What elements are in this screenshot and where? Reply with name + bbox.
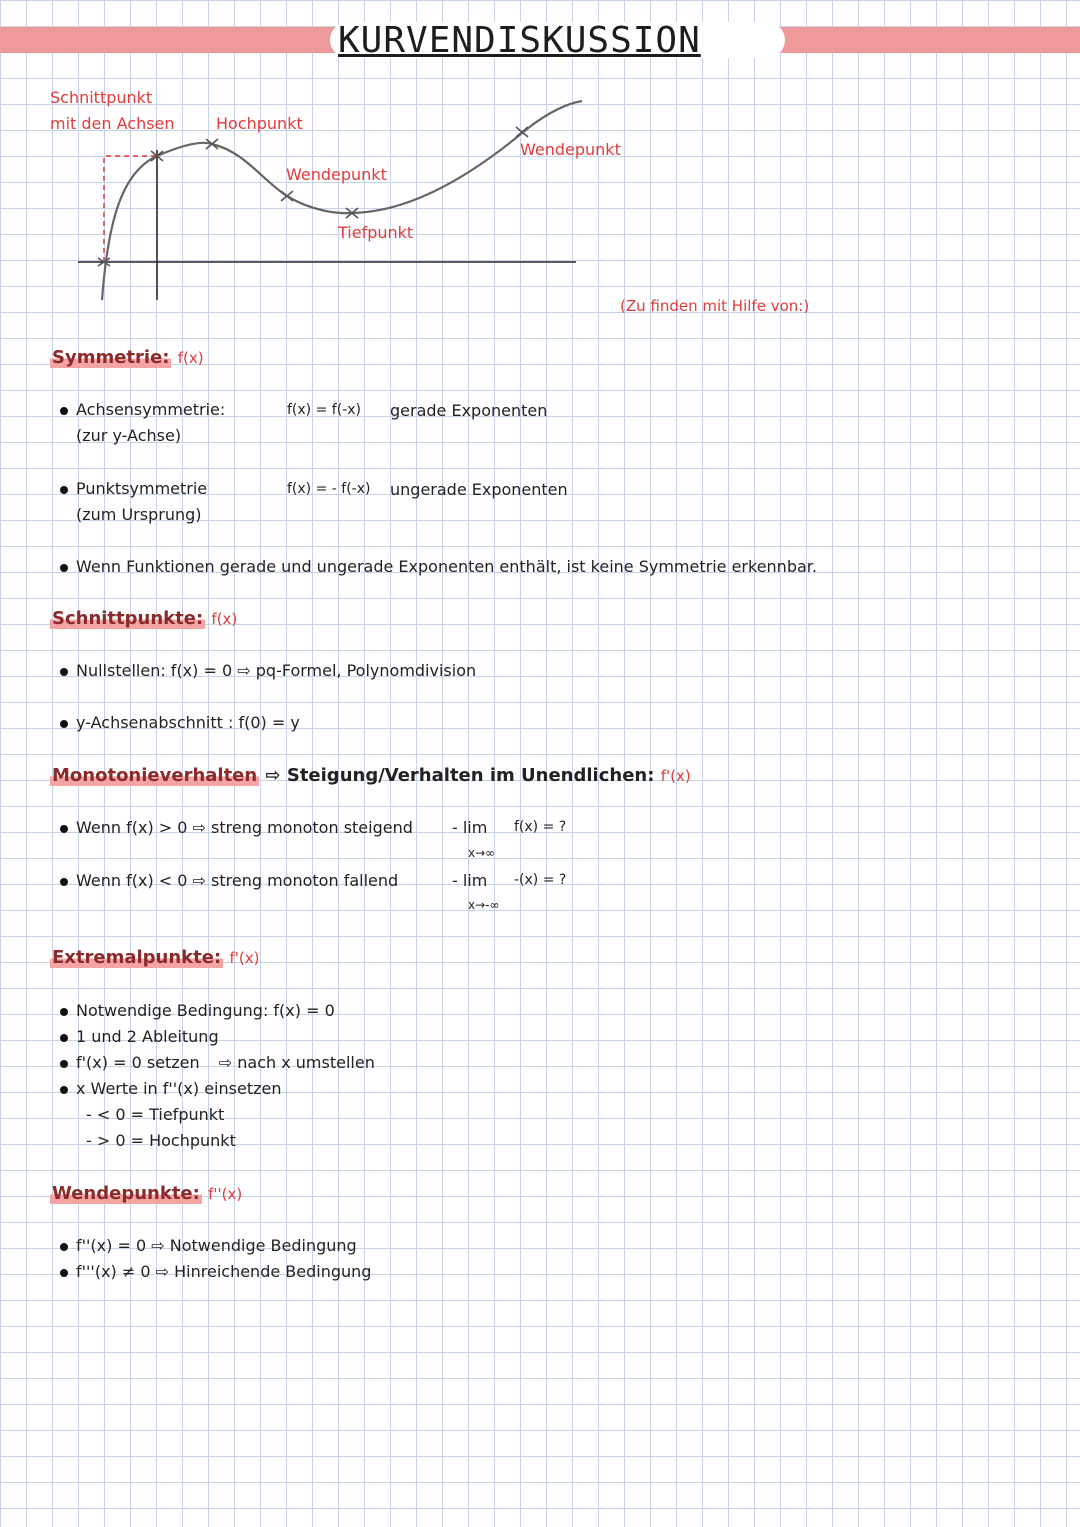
item-label: f''(x) = 0 bbox=[76, 1236, 147, 1255]
heading-function: f'(x) bbox=[229, 949, 260, 967]
section-heading-extremalpunkte bbox=[50, 947, 259, 968]
limit-expression: - lim bbox=[452, 818, 488, 837]
item-label: x Werte in f''(x) einsetzen bbox=[76, 1079, 282, 1098]
section-heading-monotonie bbox=[50, 765, 691, 786]
formula-description: ungerade Exponenten bbox=[390, 480, 568, 499]
item-label: Wenn f(x) < 0 bbox=[76, 871, 188, 890]
bullet-dot-icon bbox=[60, 720, 68, 728]
item-result: Notwendige Bedingung bbox=[169, 1236, 357, 1255]
section-heading-wendepunkte bbox=[50, 1183, 242, 1204]
item-label: 1 und 2 Ableitung bbox=[76, 1027, 219, 1046]
formula-description: gerade Exponenten bbox=[390, 401, 548, 420]
right-arrow-icon: ⇨ bbox=[192, 818, 206, 837]
item-label: Wenn f(x) > 0 bbox=[76, 818, 188, 837]
item-result: pq-Formel, Polynomdivision bbox=[255, 661, 477, 680]
heading-function: f(x) bbox=[211, 610, 238, 628]
hint-text: (Zu finden mit Hilfe von:) bbox=[620, 297, 810, 315]
list-item bbox=[60, 557, 817, 576]
item-result: streng monoton steigend bbox=[211, 818, 413, 837]
bullet-dot-icon bbox=[60, 1060, 68, 1068]
heading-function: f'(x) bbox=[660, 767, 691, 785]
bullet-dot-icon bbox=[60, 1243, 68, 1251]
bullet-dot-icon bbox=[60, 1034, 68, 1042]
list-item bbox=[60, 1236, 357, 1255]
label-tiefpunkt: Tiefpunkt bbox=[338, 223, 414, 242]
bullet-dot-icon bbox=[60, 668, 68, 676]
heading-subtitle: Steigung/Verhalten im Unendlichen: bbox=[286, 765, 655, 786]
curve-sketch bbox=[0, 0, 1080, 320]
bullet-dot-icon bbox=[60, 1086, 68, 1094]
bullet-dot-icon bbox=[60, 564, 68, 572]
label-schnittpunkt: Schnittpunkt bbox=[50, 88, 153, 107]
heading-text: Extremalpunkte: bbox=[52, 947, 222, 968]
heading-text: Schnittpunkte: bbox=[52, 608, 204, 629]
bullet-dot-icon bbox=[60, 407, 68, 415]
list-item bbox=[60, 1262, 371, 1281]
list-item bbox=[60, 1001, 335, 1020]
list-item bbox=[60, 1079, 281, 1098]
right-arrow-icon: ⇨ bbox=[155, 1262, 170, 1281]
list-item bbox=[60, 1027, 219, 1046]
cross-mark-icon bbox=[516, 127, 528, 137]
list-item bbox=[60, 713, 300, 732]
sub-item: - > 0 = Hochpunkt bbox=[86, 1131, 236, 1150]
label-schnittpunkt-achsen: mit den Achsen bbox=[50, 114, 175, 133]
item-label: f'(x) = 0 setzen bbox=[76, 1053, 200, 1072]
bullet-dot-icon bbox=[60, 486, 68, 494]
list-item bbox=[60, 871, 398, 890]
list-item bbox=[60, 479, 207, 498]
item-label: Nullstellen: f(x) = 0 bbox=[76, 661, 233, 680]
bullet-dot-icon bbox=[60, 878, 68, 886]
heading-text: Monotonieverhalten bbox=[52, 765, 258, 786]
heading-function: f''(x) bbox=[208, 1185, 243, 1203]
heading-text: Wendepunkte: bbox=[52, 1183, 200, 1204]
item-result: streng monoton fallend bbox=[211, 871, 399, 890]
bullet-dot-icon bbox=[60, 1269, 68, 1277]
item-label: Notwendige Bedingung: f(x) = 0 bbox=[76, 1001, 335, 1020]
right-arrow-icon: ⇨ bbox=[265, 765, 281, 786]
item-sublabel: (zum Ursprung) bbox=[76, 505, 202, 524]
item-label: Achsensymmetrie: bbox=[76, 400, 226, 419]
limit-subscript: x→∞ bbox=[468, 846, 496, 860]
section-heading-symmetrie bbox=[50, 347, 204, 368]
item-label: Punktsymmetrie bbox=[76, 479, 208, 498]
list-item bbox=[60, 1053, 375, 1072]
right-arrow-icon: ⇨ bbox=[151, 1236, 165, 1255]
item-sublabel: (zur y-Achse) bbox=[76, 426, 182, 445]
list-item bbox=[60, 818, 413, 837]
sub-item: - < 0 = Tiefpunkt bbox=[86, 1105, 225, 1124]
bullet-dot-icon bbox=[60, 825, 68, 833]
page-title: KURVENDISKUSSION bbox=[338, 20, 701, 61]
item-label: Wenn Funktionen gerade und ungerade Exponenten enthält, ist keine Symmetrie erkennbar. bbox=[76, 557, 817, 576]
heading-text: Symmetrie: bbox=[52, 347, 170, 368]
cross-mark-icon bbox=[281, 191, 293, 201]
formula: f(x) = - f(-x) bbox=[287, 481, 371, 497]
limit-subscript: x→-∞ bbox=[468, 898, 500, 912]
label-wendepunkt-1: Wendepunkt bbox=[286, 165, 387, 184]
item-result: nach x umstellen bbox=[237, 1053, 375, 1072]
list-item bbox=[60, 661, 476, 680]
limit-value: -(x) = ? bbox=[514, 872, 567, 888]
dashed-helper-line bbox=[104, 156, 157, 262]
heading-function: f(x) bbox=[177, 349, 204, 367]
right-arrow-icon: ⇨ bbox=[237, 661, 251, 680]
right-arrow-icon: ⇨ bbox=[192, 871, 206, 890]
right-arrow-icon: ⇨ bbox=[218, 1053, 233, 1072]
formula: f(x) = f(-x) bbox=[287, 402, 361, 418]
limit-value: f(x) = ? bbox=[514, 819, 567, 835]
item-label: f'''(x) ≠ 0 bbox=[76, 1262, 151, 1281]
label-hochpunkt: Hochpunkt bbox=[216, 114, 303, 133]
item-result: Hinreichende Bedingung bbox=[174, 1262, 372, 1281]
limit-expression: - lim bbox=[452, 871, 488, 890]
section-heading-schnittpunkte bbox=[50, 608, 237, 629]
bullet-dot-icon bbox=[60, 1008, 68, 1016]
item-label: y-Achsenabschnitt : f(0) = y bbox=[76, 713, 300, 732]
label-wendepunkt-2: Wendepunkt bbox=[520, 140, 621, 159]
list-item bbox=[60, 400, 225, 419]
